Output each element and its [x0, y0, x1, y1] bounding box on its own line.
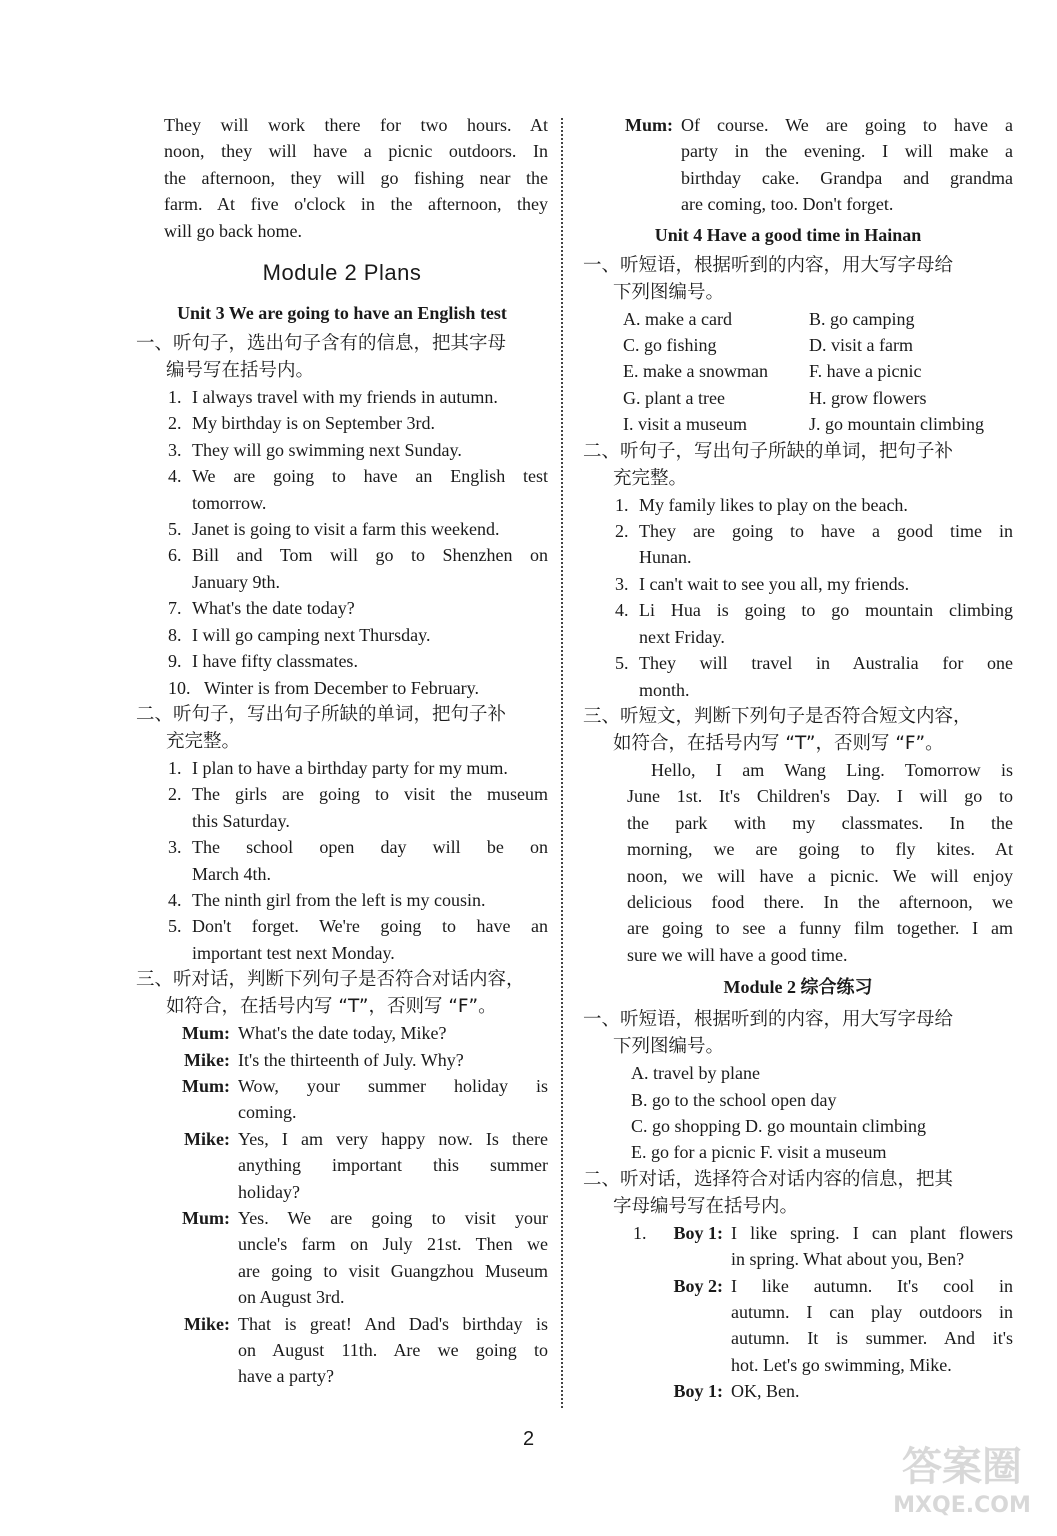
- m2-dialogue-turn: [663, 1220, 1013, 1273]
- m2-option: B. go to the school open day: [631, 1089, 837, 1110]
- u4-s2-line: I can't wait to see you all, my friends.: [639, 573, 910, 594]
- u4-s2-text: [639, 597, 1013, 650]
- u3-s1-item: [136, 410, 548, 436]
- u3-dialogue-turn: [144, 1205, 548, 1311]
- left-column: [136, 112, 548, 1390]
- u3-dialogue-turn: [144, 1047, 548, 1073]
- u4-s2-item: [583, 571, 1013, 597]
- u4-s2-item: [583, 518, 1013, 571]
- u3-dialogue-line: coming.: [238, 1102, 297, 1123]
- u3-dialogue-line: That is great! And Dad's birthday is: [238, 1313, 548, 1334]
- u3-s1-number: 2.: [168, 413, 182, 434]
- m2-section2-heading: 二、听对话，选择符合对话内容的信息，把其 字母编号写在括号内。: [583, 1168, 954, 1217]
- u3-s1-line: January 9th.: [192, 571, 280, 592]
- m2-dialogue-line: I like spring. I can plant flowers: [731, 1222, 1013, 1243]
- u3-s2-item: [136, 755, 548, 781]
- u3-s1-item: [136, 516, 548, 542]
- u3-s1-number: 7.: [168, 598, 182, 619]
- u3-s1-item: [136, 595, 548, 621]
- u4-option-row: [623, 358, 1013, 384]
- u3-s2-text: [192, 755, 548, 781]
- u3-s1-line: Janet is going to visit a farm this weekend.: [192, 519, 500, 540]
- m2-dialogue-speech: [723, 1378, 1013, 1404]
- u3-dialogue-line: uncle's farm on July 21st. Then we: [238, 1234, 548, 1255]
- unit4-section1-heading: 一、听短语，根据听到的内容，用大写字母给 下列图编号。: [583, 254, 954, 303]
- u3-s1-line: Bill and Tom will go to Shenzhen on: [192, 545, 548, 566]
- intro-paragraph: [136, 112, 548, 244]
- u3-dialogue-turn: [144, 1073, 548, 1126]
- u3-dialogue-speech: [230, 1073, 548, 1126]
- u4-s2-line: Hunan.: [639, 547, 692, 568]
- watermark-logo: [887, 1432, 1037, 1522]
- u3-s1-text: [192, 622, 548, 648]
- m2-dialogue-line: OK, Ben.: [731, 1381, 800, 1402]
- u3-s1-number: 10.: [168, 677, 191, 698]
- u3-s2-line: this Saturday.: [192, 810, 290, 831]
- u3-dialogue-speech: [230, 1047, 548, 1073]
- intro-line: farm. At five o'clock in the afternoon, they: [164, 194, 548, 215]
- u4-s2-line: month.: [639, 679, 690, 700]
- u4-option-row: [623, 306, 1013, 332]
- unit3-section1-heading: 一、听句子，选出句子含有的信息，把其字母 编号写在括号内。: [136, 333, 507, 382]
- u4-s2-number: 4.: [615, 600, 629, 621]
- u3-s1-number: 4.: [168, 466, 182, 487]
- passage-line: noon, we will have a picnic. We will enjoy: [627, 865, 1013, 886]
- u3-s2-item: [136, 834, 548, 887]
- u4-option: F. have a picnic: [809, 361, 922, 382]
- m2-option: A. travel by plane: [631, 1063, 760, 1084]
- u3-s2-item: [136, 887, 548, 913]
- u3-s1-item: [136, 384, 548, 410]
- u4-option: J. go mountain climbing: [809, 414, 984, 435]
- u3-s2-line: The ninth girl from the left is my cousin.: [192, 889, 486, 910]
- u3-s2-number: 2.: [168, 784, 182, 805]
- u4-option: D. visit a farm: [809, 335, 913, 356]
- unit4-passage: [583, 757, 1013, 968]
- u3-dialogue-line: are going to visit Guangzhou Museum: [238, 1260, 548, 1281]
- u4-s2-number: 3.: [615, 573, 629, 594]
- u4-s2-item: [583, 650, 1013, 703]
- dialogue-cont-speaker: Mum:: [625, 115, 673, 135]
- u3-s2-text: [192, 887, 548, 913]
- unit3-section3-heading: 三、听对话，判断下列句子是否符合对话内容， 如符合，在括号内写 “T”，否则写 “F”。: [136, 969, 525, 1018]
- m2-option: C. go shopping D. go mountain climbing: [631, 1115, 926, 1136]
- u3-s1-number: 9.: [168, 651, 182, 672]
- u3-s1-text: [192, 437, 548, 463]
- dialogue-continuation: [583, 112, 1013, 218]
- u4-s2-item: [583, 492, 1013, 518]
- u3-s1-line: They will go swimming next Sunday.: [192, 439, 462, 460]
- intro-line: They will work there for two hours. At: [164, 115, 548, 135]
- dialogue-cont-line: Of course. We are going to have a: [681, 115, 1013, 135]
- unit3-section2-heading: 二、听句子，写出句子所缺的单词，把句子补 充完整。: [136, 703, 507, 752]
- dialogue-cont-turn: [583, 112, 1013, 218]
- unit4-title: Unit 4 Have a good time in Hainan: [654, 224, 922, 245]
- m2-dialogue-line: in spring. What about you, Ben?: [731, 1249, 965, 1270]
- u4-s2-number: 5.: [615, 653, 629, 674]
- u3-s2-number: 1.: [168, 757, 182, 778]
- u3-s2-item: [136, 781, 548, 834]
- u3-s1-text: [192, 410, 548, 436]
- intro-line: will go back home.: [164, 220, 302, 241]
- m2-dialogue-speaker: Boy 2:: [673, 1275, 723, 1296]
- u3-s1-number: 8.: [168, 624, 182, 645]
- u3-dialogue-speaker: Mike:: [184, 1313, 230, 1334]
- u3-dialogue-turn: [144, 1020, 548, 1046]
- u4-option: I. visit a museum: [623, 414, 747, 435]
- m2-dialogue-line: autumn. It is summer. And it's: [731, 1328, 1013, 1349]
- u3-dialogue-speaker: Mum:: [182, 1023, 230, 1044]
- m2-dialogue-line: I like autumn. It's cool in: [731, 1275, 1013, 1296]
- u4-s2-line: Li Hua is going to go mountain climbing: [639, 600, 1013, 621]
- u3-s2-number: 3.: [168, 837, 182, 858]
- m2-dialogue-block: [583, 1220, 1013, 1405]
- u4-s2-item: [583, 597, 1013, 650]
- u4-s2-line: next Friday.: [639, 626, 725, 647]
- m2-dialogue: [663, 1220, 1013, 1405]
- right-column: [583, 112, 1013, 1405]
- unit4-section2-heading: 二、听句子，写出句子所缺的单词，把句子补 充完整。: [583, 440, 954, 489]
- u3-dialogue-speaker: Mike:: [184, 1128, 230, 1149]
- m2-dialogue-line: hot. Let's go swimming, Mike.: [731, 1354, 952, 1375]
- u3-dialogue-line: on August 3rd.: [238, 1287, 345, 1308]
- watermark-url: MXQE.COM: [893, 1493, 1031, 1518]
- u3-s1-text: [204, 675, 548, 701]
- u4-s2-number: 1.: [615, 494, 629, 515]
- u3-s2-line: The girls are going to visit the museum: [192, 784, 548, 805]
- u3-s1-item: [136, 542, 548, 595]
- u3-dialogue-speaker: Mike:: [184, 1049, 230, 1070]
- u3-s1-line: Winter is from December to February.: [204, 677, 480, 698]
- u4-s2-text: [639, 650, 1013, 703]
- passage-line: are going to see a funny film together. I am: [627, 918, 1013, 939]
- u4-option-row: [623, 411, 1013, 437]
- u3-dialogue-speech: [230, 1020, 548, 1046]
- u3-s2-number: 5.: [168, 916, 182, 937]
- column-divider: [561, 118, 563, 1408]
- u3-s1-line: My birthday is on September 3rd.: [192, 413, 435, 434]
- u3-s1-line: I always travel with my friends in autumn.: [192, 387, 498, 408]
- m2-option: E. go for a picnic F. visit a museum: [631, 1142, 887, 1163]
- passage-line: June 1st. It's Children's Day. I will go to: [627, 786, 1013, 807]
- u3-dialogue-line: Yes. We are going to visit your: [238, 1208, 548, 1228]
- passage-line: delicious food there. In the afternoon, we: [627, 891, 1013, 912]
- m2-dialogue-speech: [723, 1220, 1013, 1273]
- u3-s2-line: important test next Monday.: [192, 942, 395, 963]
- u4-option: E. make a snowman: [623, 361, 768, 382]
- u3-s1-line: I have fifty classmates.: [192, 651, 358, 672]
- dialogue-cont-line: are coming, too. Don't forget.: [681, 194, 894, 215]
- u3-s2-text: [192, 834, 548, 887]
- passage-line: morning, we are going to fly kites. At: [627, 839, 1013, 860]
- m2-dialogue-speaker: Boy 1:: [673, 1381, 723, 1402]
- u4-s2-text: [639, 571, 1013, 597]
- u3-s2-item: [136, 913, 548, 966]
- u3-dialogue-speaker: Mum:: [182, 1208, 230, 1228]
- passage-line: sure we will have a good time.: [627, 944, 848, 965]
- u3-dialogue-line: Wow, your summer holiday is: [238, 1075, 548, 1096]
- module-title: Module 2 Plans: [262, 260, 422, 286]
- u3-dialogue-line: What's the date today, Mike?: [238, 1023, 447, 1044]
- u3-dialogue-line: anything important this summer: [238, 1155, 548, 1176]
- u3-s1-line: We are going to have an English test: [192, 466, 548, 487]
- intro-line: noon, they will have a picnic outdoors. In: [164, 141, 548, 162]
- m2-dialogue-turn: [663, 1378, 1013, 1404]
- u4-option: C. go fishing: [623, 335, 717, 356]
- u3-s1-text: [192, 463, 548, 516]
- u3-s1-text: [192, 384, 548, 410]
- u3-dialogue-line: Yes, I am very happy now. Is there: [238, 1128, 548, 1149]
- u4-option: B. go camping: [809, 308, 915, 329]
- u3-s1-line: I will go camping next Thursday.: [192, 624, 431, 645]
- u3-dialogue-speech: [230, 1205, 548, 1311]
- u4-s2-text: [639, 518, 1013, 571]
- dialogue-cont-line: birthday cake. Grandpa and grandma: [681, 167, 1013, 188]
- u3-dialogue-line: It's the thirteenth of July. Why?: [238, 1049, 464, 1070]
- dialogue-cont-speech: [673, 112, 1013, 218]
- u4-s2-number: 2.: [615, 521, 629, 542]
- u3-s1-text: [192, 595, 548, 621]
- u3-dialogue-line: on August 11th. Are we going to: [238, 1340, 548, 1361]
- u3-s2-line: Don't forget. We're going to have an: [192, 916, 548, 937]
- u3-s1-text: [192, 516, 548, 542]
- u3-s2-line: March 4th.: [192, 863, 271, 884]
- u3-dialogue-line: holiday?: [238, 1181, 300, 1202]
- m2-dialogue-turn: [663, 1273, 1013, 1379]
- unit4-options: [583, 306, 1013, 438]
- u3-s1-text: [192, 648, 548, 674]
- m2-section1-heading: 一、听短语，根据听到的内容，用大写字母给 下列图编号。: [583, 1009, 954, 1058]
- unit4-section2-list: [583, 492, 1013, 703]
- u3-dialogue-line: have a party?: [238, 1366, 334, 1387]
- intro-line: the afternoon, they will go fishing near the: [164, 167, 548, 188]
- u3-s2-text: [192, 781, 548, 834]
- u4-option-row: [623, 332, 1013, 358]
- u3-s1-item: [136, 675, 548, 701]
- module2-practice-title: Module 2 综合练习: [723, 977, 873, 998]
- m2-dialogue-line: autumn. I can play outdoors in: [731, 1302, 1013, 1322]
- u3-s2-line: I plan to have a birthday party for my mum.: [192, 757, 508, 778]
- u3-s2-text: [192, 913, 548, 966]
- u3-s1-text: [192, 542, 548, 595]
- m2-dialogue-speech: [723, 1273, 1013, 1379]
- u3-dialogue-turn: [144, 1311, 548, 1390]
- u3-dialogue-turn: [144, 1126, 548, 1205]
- u3-s1-item: [136, 437, 548, 463]
- u4-option: H. grow flowers: [809, 387, 927, 408]
- u3-s1-number: 5.: [168, 519, 182, 540]
- unit3-section1-list: [136, 384, 548, 701]
- m2-dialogue-speaker: Boy 1:: [673, 1222, 723, 1243]
- unit3-dialogue: [136, 1020, 548, 1390]
- u3-dialogue-speaker: Mum:: [182, 1075, 230, 1096]
- u3-s2-line: The school open day will be on: [192, 837, 548, 858]
- u4-option-row: [623, 385, 1013, 411]
- u3-s1-number: 6.: [168, 545, 182, 566]
- m2-options: [583, 1060, 1013, 1166]
- m2-dialogue-number: 1.: [633, 1222, 647, 1243]
- u3-s2-number: 4.: [168, 889, 182, 910]
- unit3-section2-list: [136, 755, 548, 966]
- u4-s2-text: [639, 492, 1013, 518]
- u3-dialogue-speech: [230, 1311, 548, 1390]
- page-number: 2: [522, 1428, 535, 1450]
- passage-line: the park with my classmates. In the: [627, 812, 1013, 833]
- u3-s1-number: 1.: [168, 387, 182, 408]
- unit3-title: Unit 3 We are going to have an English test: [177, 303, 507, 324]
- u3-s1-line: What's the date today?: [192, 598, 355, 619]
- watermark-text: 答案圈: [902, 1444, 1022, 1490]
- u3-s1-item: [136, 648, 548, 674]
- u4-s2-line: They are going to have a good time in: [639, 521, 1013, 542]
- u3-s1-number: 3.: [168, 439, 182, 460]
- u4-s2-line: My family likes to play on the beach.: [639, 494, 908, 515]
- u3-s1-line: tomorrow.: [192, 492, 267, 513]
- dialogue-cont-line: party in the evening. I will make a: [681, 141, 1013, 162]
- u4-option: A. make a card: [623, 308, 732, 329]
- u3-s1-item: [136, 622, 548, 648]
- u3-dialogue-speech: [230, 1126, 548, 1205]
- u3-s1-item: [136, 463, 548, 516]
- unit4-section3-heading: 三、听短文，判断下列句子是否符合短文内容， 如符合，在括号内写 “T”，否则写 “F”。: [583, 705, 972, 754]
- u4-option: G. plant a tree: [623, 387, 725, 408]
- u4-s2-line: They will travel in Australia for one: [639, 653, 1013, 674]
- passage-line: Hello, I am Wang Ling. Tomorrow is: [651, 759, 1013, 780]
